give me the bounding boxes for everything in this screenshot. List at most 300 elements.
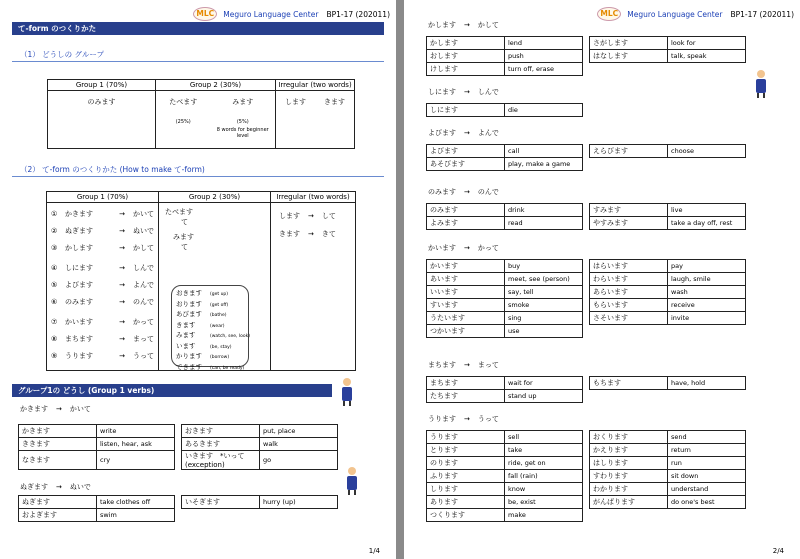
verb-jp: はなします xyxy=(590,50,668,63)
pattern-dict-form: よびます xyxy=(65,281,93,289)
title-bar: て-form のつくりかた xyxy=(12,22,384,35)
gu-label: ぬぎます → ぬいで xyxy=(20,483,91,491)
verb-en: listen, hear, ask xyxy=(97,438,175,451)
pattern-arrow: → xyxy=(119,335,125,343)
verb-jp: すいます xyxy=(427,299,505,312)
verb-en: return xyxy=(668,444,746,457)
verb-en: say, tell xyxy=(505,286,583,299)
th-group2: Group 2 (30%) xyxy=(156,80,276,91)
pattern-dict-form: しにます xyxy=(65,264,93,272)
verb-en: ride, get on xyxy=(505,457,583,470)
g2-miru-pct: (5%) xyxy=(236,119,249,125)
verb-en: die xyxy=(505,104,583,117)
verb-jp: いそぎます xyxy=(182,496,260,509)
verb-row xyxy=(427,444,746,457)
verb-row xyxy=(427,312,746,325)
section-2-heading: （2） て-form のつくりかた (How to make て-form) xyxy=(12,163,384,177)
spacer xyxy=(175,438,182,451)
label-from: うります xyxy=(428,415,456,423)
label-arrow: → xyxy=(464,129,470,137)
pattern-arrow: → xyxy=(119,298,125,306)
g1-pattern-row xyxy=(51,295,158,312)
page-header-2 xyxy=(597,7,794,21)
verb-row xyxy=(427,273,746,286)
walking-person-icon xyxy=(340,378,354,406)
ku-verbs-table xyxy=(18,424,338,470)
pattern-number: ⑧ xyxy=(51,335,58,343)
verb-jp: のります xyxy=(427,457,505,470)
verb-jp: わかります xyxy=(590,483,668,496)
g2-word: おります xyxy=(176,299,202,308)
verb-jp: しります xyxy=(427,483,505,496)
doc-code: BP1-17 (202011) xyxy=(326,9,390,19)
verb-row xyxy=(427,483,746,496)
pattern-dict-form: かします xyxy=(65,244,93,252)
verb-jp: あいます xyxy=(427,273,505,286)
verb-group-label xyxy=(428,414,499,424)
verb-row xyxy=(427,325,746,338)
pattern-number: ⑥ xyxy=(51,298,58,306)
verb-jp: しにます xyxy=(427,104,505,117)
page-number-1: 1/4 xyxy=(368,547,380,555)
verb-jp: すわります xyxy=(590,470,668,483)
verb-en: talk, speak xyxy=(668,50,746,63)
verb-jp: のみます xyxy=(427,204,505,217)
verb-en xyxy=(667,104,745,117)
verb-table xyxy=(426,430,746,522)
th2-group2: Group 2 (30%) xyxy=(159,192,271,203)
verb-en: pay xyxy=(668,260,746,273)
verb-en: put, place xyxy=(260,425,338,438)
verb-en xyxy=(668,325,746,338)
g2-exception-item xyxy=(176,352,248,363)
verb-jp: もらいます xyxy=(590,299,668,312)
g2-word: います xyxy=(176,341,196,350)
page-1 xyxy=(0,0,396,559)
verb-jp: うります xyxy=(427,431,505,444)
verb-jp xyxy=(590,390,668,403)
verb-jp: かえります xyxy=(590,444,668,457)
verb-row xyxy=(427,260,746,273)
verb-jp: いいます xyxy=(427,286,505,299)
verb-row xyxy=(427,217,746,230)
verb-row xyxy=(427,204,746,217)
verb-en: sell xyxy=(505,431,583,444)
g1-pattern-row xyxy=(51,241,158,258)
verb-en: smoke xyxy=(505,299,583,312)
verb-row xyxy=(427,457,746,470)
verb-en: stand up xyxy=(505,390,583,403)
irr-kuru-row: きます → きて xyxy=(279,230,336,238)
verb-row xyxy=(427,286,746,299)
verb-en xyxy=(668,390,746,403)
g2-word-english: (bathe) xyxy=(210,313,227,318)
verb-en xyxy=(668,158,746,171)
g2-word-english: (get off) xyxy=(210,302,229,308)
g2-exception-item xyxy=(176,363,248,374)
verb-row xyxy=(427,158,746,171)
verb-en: call xyxy=(505,145,583,158)
verb-en: take xyxy=(505,444,583,457)
g2-ex-te1: て xyxy=(181,218,188,226)
spacer xyxy=(583,50,590,63)
verb-row xyxy=(427,390,746,403)
g2-exception-list xyxy=(171,285,251,371)
g2-exception-item xyxy=(176,321,248,332)
spacer xyxy=(583,390,590,403)
verb-jp: つかいます xyxy=(427,325,505,338)
g1-example: のみます xyxy=(48,91,156,149)
verb-jp: いきます *いって (exception) xyxy=(182,451,260,470)
verb-en: turn off, erase xyxy=(505,63,583,76)
spacer xyxy=(583,470,590,483)
pattern-dict-form: うります xyxy=(65,352,93,360)
make-te-table xyxy=(46,191,356,371)
verb-group-label xyxy=(428,87,499,97)
verb-row xyxy=(19,425,338,438)
spacer xyxy=(583,158,590,171)
th-group1: Group 1 (70%) xyxy=(48,80,156,91)
verb-en: understand xyxy=(668,483,746,496)
g2-exception-item xyxy=(176,300,248,311)
verb-en: lend xyxy=(505,37,583,50)
verb-table xyxy=(426,376,746,403)
g1-pattern-row xyxy=(51,278,158,295)
label-arrow: → xyxy=(464,244,470,252)
verb-en: sing xyxy=(505,312,583,325)
spacer xyxy=(583,260,590,273)
verb-jp: がんばります xyxy=(590,496,668,509)
g1-pattern-row xyxy=(51,258,158,278)
pattern-number: ⑨ xyxy=(51,352,58,360)
verb-en: use xyxy=(505,325,583,338)
label-from: まちます xyxy=(428,361,456,369)
verb-table xyxy=(426,259,746,338)
g2-miru: みます xyxy=(232,98,254,106)
pattern-te-form: しんで xyxy=(133,264,154,272)
pattern-number: ② xyxy=(51,227,58,235)
gu-verbs-table xyxy=(18,495,338,522)
verb-jp: はらいます xyxy=(590,260,668,273)
verb-row xyxy=(427,431,746,444)
page-2 xyxy=(404,0,800,559)
verb-jp: やすみます xyxy=(590,217,668,230)
verb-row xyxy=(19,451,338,470)
verb-jp: あるきます xyxy=(182,438,260,451)
pattern-te-form: かいて xyxy=(133,210,154,218)
label-arrow: → xyxy=(464,361,470,369)
g1-patterns xyxy=(47,203,159,371)
verb-table xyxy=(426,36,746,76)
verb-jp xyxy=(589,104,667,117)
verb-row xyxy=(427,50,746,63)
verb-jp: あります xyxy=(427,496,505,509)
g1-pattern-row xyxy=(51,224,158,241)
label-to: よんで xyxy=(477,129,499,137)
verb-jp xyxy=(590,509,668,522)
verb-jp: おくります xyxy=(590,431,668,444)
th2-group1: Group 1 (70%) xyxy=(47,192,159,203)
pattern-number: ③ xyxy=(51,244,58,252)
mlc-logo: MLC xyxy=(193,7,217,21)
spacer xyxy=(583,299,590,312)
verb-en: look for xyxy=(668,37,746,50)
irr-suru-row: します → して xyxy=(279,212,336,220)
pattern-arrow: → xyxy=(119,244,125,252)
spacer xyxy=(583,325,590,338)
verb-row xyxy=(19,509,338,522)
page-number-2: 2/4 xyxy=(772,547,784,555)
verb-jp: かきます xyxy=(19,425,97,438)
g2-word: みます xyxy=(176,331,196,339)
irr-kuru: きます xyxy=(324,98,345,106)
irr-suru: します xyxy=(285,98,306,106)
spacer xyxy=(583,273,590,286)
verb-row xyxy=(427,104,746,117)
verb-jp: ふります xyxy=(427,470,505,483)
pattern-number: ⑦ xyxy=(51,318,58,326)
pattern-te-form: かって xyxy=(133,318,154,326)
verb-en: wait for xyxy=(505,377,583,390)
pattern-te-form: かして xyxy=(133,244,154,252)
verb-group-label xyxy=(428,243,499,253)
verb-jp: ききます xyxy=(19,438,97,451)
pattern-dict-form: かいます xyxy=(65,318,93,326)
g2-taberu: たべます xyxy=(169,98,198,106)
verb-jp: かします xyxy=(427,37,505,50)
verb-row xyxy=(427,496,746,509)
verb-jp xyxy=(590,158,668,171)
verb-en: sit down xyxy=(668,470,746,483)
g2-word-english: (wear) xyxy=(210,323,225,329)
org-name: Meguro Language Center xyxy=(223,9,319,19)
pattern-arrow: → xyxy=(119,210,125,218)
verb-jp: よみます xyxy=(427,217,505,230)
verb-jp: たちます xyxy=(427,390,505,403)
groups-table xyxy=(47,79,355,149)
spacer xyxy=(583,204,590,217)
verb-jp: あそびます xyxy=(427,158,505,171)
verb-en: meet, see (person) xyxy=(505,273,583,286)
group1-verbs-bar: グループ1の どうし (Group 1 verbs) xyxy=(12,384,332,397)
label-from: よびます xyxy=(428,129,456,137)
g2-exception-item xyxy=(176,289,248,300)
verb-en: cry xyxy=(97,451,175,470)
label-arrow: → xyxy=(464,88,470,96)
verb-en: do one's best xyxy=(668,496,746,509)
spacer xyxy=(175,425,182,438)
verb-en: hurry (up) xyxy=(260,496,338,509)
verb-group-label xyxy=(428,20,499,30)
g2-word: できます xyxy=(176,362,202,371)
label-to: うって xyxy=(477,415,499,423)
g2-word-english: (can, be ready) xyxy=(210,365,245,371)
pattern-te-form: まって xyxy=(133,335,154,343)
spacer xyxy=(583,312,590,325)
section-1-heading: （1） どうしの グループ xyxy=(12,48,384,62)
g1-pattern-row xyxy=(51,349,158,366)
verb-jp: おきます xyxy=(182,425,260,438)
pattern-arrow: → xyxy=(119,281,125,289)
g2-word-english: (watch, see, look) xyxy=(210,334,251,339)
running-person-icon xyxy=(345,467,359,495)
spacer xyxy=(583,63,590,76)
spacer xyxy=(583,286,590,299)
g2-miru-note: 8 words for beginner level xyxy=(216,127,269,139)
g2-exception-item xyxy=(176,310,248,321)
pattern-arrow: → xyxy=(119,352,125,360)
verb-en: invite xyxy=(668,312,746,325)
pattern-te-form: のんで xyxy=(133,298,154,306)
verb-en: buy xyxy=(505,260,583,273)
verb-group-label xyxy=(428,360,499,370)
label-arrow: → xyxy=(464,188,470,196)
verb-table xyxy=(426,103,745,117)
label-arrow: → xyxy=(464,415,470,423)
g2-ex-taberu: たべます xyxy=(165,208,193,216)
pattern-dict-form: のみます xyxy=(65,298,93,306)
verb-jp: あらいます xyxy=(590,286,668,299)
spacer xyxy=(583,37,590,50)
org-name-2: Meguro Language Center xyxy=(627,9,723,19)
verb-group-label xyxy=(428,187,499,197)
g2-ex-te2: て xyxy=(181,243,188,251)
verb-row xyxy=(427,145,746,158)
pattern-arrow: → xyxy=(119,264,125,272)
g2-word-english: (be, stay) xyxy=(210,344,232,350)
label-from: のみます xyxy=(428,188,456,196)
g2-word: あびます xyxy=(176,310,202,318)
verb-en: swim xyxy=(97,509,175,522)
spacer xyxy=(583,431,590,444)
verb-jp: えらびます xyxy=(590,145,668,158)
verb-jp xyxy=(590,63,668,76)
teacher-icon xyxy=(754,70,768,98)
g2-exception-item xyxy=(176,342,248,353)
verb-row xyxy=(427,63,746,76)
verb-en: have, hold xyxy=(668,377,746,390)
verb-row xyxy=(427,509,746,522)
label-arrow: → xyxy=(464,21,470,29)
verb-jp: うたいます xyxy=(427,312,505,325)
spacer xyxy=(175,496,182,509)
spacer xyxy=(175,451,182,470)
g2-word-english: (borrow) xyxy=(210,355,230,360)
th2-irregular: Irregular (two words) xyxy=(271,192,356,203)
verb-en: send xyxy=(668,431,746,444)
pattern-arrow: → xyxy=(119,227,125,235)
verb-en xyxy=(260,509,338,522)
g1-pattern-row xyxy=(51,312,158,332)
verb-row xyxy=(427,377,746,390)
verb-jp: およぎます xyxy=(19,509,97,522)
mlc-logo-2: MLC xyxy=(597,7,621,21)
verb-en: drink xyxy=(505,204,583,217)
verb-en: take a day off, rest xyxy=(668,217,746,230)
g2-word: きます xyxy=(176,320,196,329)
verb-jp: さそいます xyxy=(590,312,668,325)
verb-jp: よびます xyxy=(427,145,505,158)
verb-row xyxy=(19,496,338,509)
spacer xyxy=(583,444,590,457)
verb-en: write xyxy=(97,425,175,438)
verb-en: live xyxy=(668,204,746,217)
g2-ex-miru: みます xyxy=(173,233,194,241)
doc-code-2: BP1-17 (202011) xyxy=(730,9,794,19)
verb-en: take clothes off xyxy=(97,496,175,509)
verb-jp: つくります xyxy=(427,509,505,522)
verb-row xyxy=(427,299,746,312)
verb-jp: もちます xyxy=(590,377,668,390)
spacer xyxy=(583,217,590,230)
spacer xyxy=(583,509,590,522)
verb-row xyxy=(427,37,746,50)
pattern-dict-form: かきます xyxy=(65,210,93,218)
g2-word: おきます xyxy=(176,289,202,297)
verb-jp: なきます xyxy=(19,451,97,470)
verb-jp: とります xyxy=(427,444,505,457)
g2-taberu-pct: (25%) xyxy=(175,119,191,125)
pattern-number: ⑤ xyxy=(51,281,58,289)
verb-jp: はしります xyxy=(590,457,668,470)
verb-group-label xyxy=(428,128,499,138)
verb-en xyxy=(668,509,746,522)
verb-jp: ぬぎます xyxy=(19,496,97,509)
g2-word: かります xyxy=(176,352,202,360)
verb-en: laugh, smile xyxy=(668,273,746,286)
verb-jp: けします xyxy=(427,63,505,76)
verb-en: read xyxy=(505,217,583,230)
spacer xyxy=(175,509,182,522)
verb-en: go xyxy=(260,451,338,470)
verb-en: run xyxy=(668,457,746,470)
pattern-te-form: ぬいで xyxy=(133,227,154,235)
g1-pattern-row xyxy=(51,332,158,349)
verb-en: push xyxy=(505,50,583,63)
pattern-arrow: → xyxy=(119,318,125,326)
verb-en: play, make a game xyxy=(505,158,583,171)
verb-en: fall (rain) xyxy=(505,470,583,483)
verb-en: know xyxy=(505,483,583,496)
verb-jp: すみます xyxy=(590,204,668,217)
verb-en: make xyxy=(505,509,583,522)
verb-jp: まちます xyxy=(427,377,505,390)
pattern-te-form: うって xyxy=(133,352,154,360)
label-from: しにます xyxy=(428,88,456,96)
label-to: かして xyxy=(477,21,499,29)
spacer xyxy=(583,457,590,470)
verb-jp: かいます xyxy=(427,260,505,273)
verb-jp xyxy=(590,325,668,338)
pattern-number: ① xyxy=(51,210,58,218)
ku-label: かきます → かいて xyxy=(20,405,91,413)
pattern-te-form: よんで xyxy=(133,281,154,289)
label-to: かって xyxy=(477,244,499,252)
verb-row xyxy=(427,470,746,483)
verb-en xyxy=(668,63,746,76)
verb-row xyxy=(19,438,338,451)
spacer xyxy=(583,483,590,496)
g2-word-english: (get up) xyxy=(210,292,229,297)
verb-jp: おします xyxy=(427,50,505,63)
th-irregular: Irregular (two words) xyxy=(276,80,355,91)
verb-en: receive xyxy=(668,299,746,312)
verb-en: be, exist xyxy=(505,496,583,509)
verb-jp: さがします xyxy=(590,37,668,50)
label-to: しんで xyxy=(477,88,499,96)
spacer xyxy=(583,145,590,158)
pattern-dict-form: ぬぎます xyxy=(65,227,93,235)
